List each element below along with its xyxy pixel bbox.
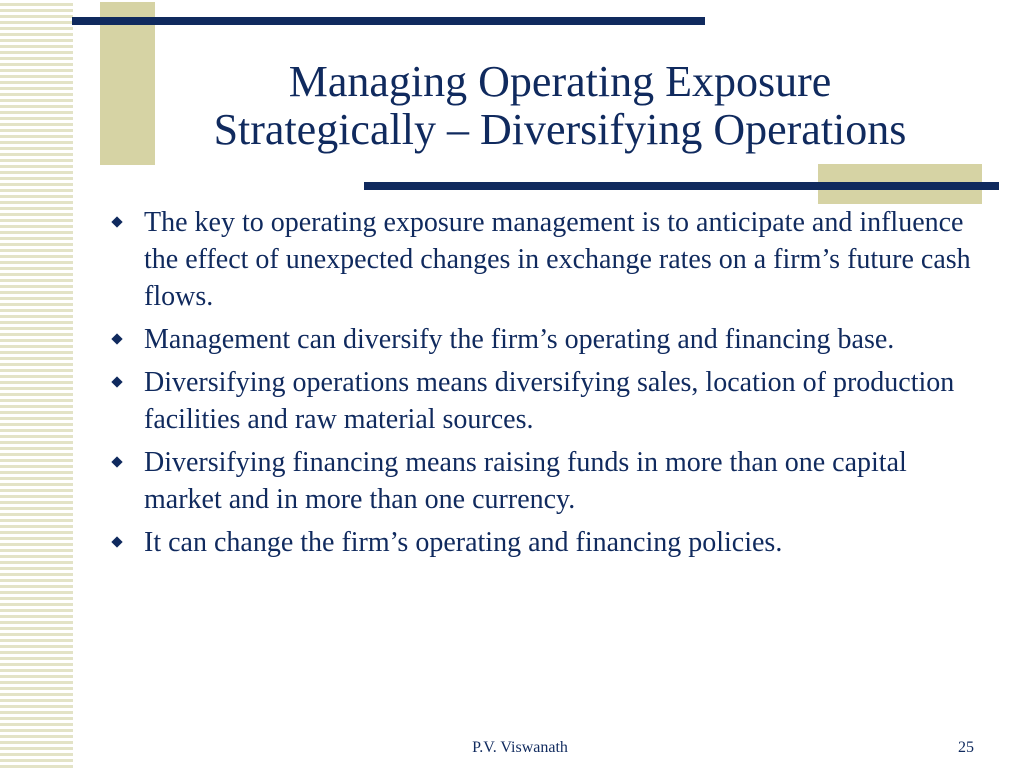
decorative-stripes — [0, 0, 73, 768]
page-number: 25 — [958, 739, 974, 756]
bullet-text: Diversifying operations means diversifying sales, location of production facilities and raw material sources. — [144, 367, 955, 435]
bullet-text: Diversifying financing means raising funds in more than one capital market and in more than one currency. — [144, 447, 907, 515]
footer-author: P.V. Viswanath — [472, 739, 568, 756]
decorative-bar-top — [72, 17, 705, 25]
slide-title — [120, 58, 1000, 154]
bullet-list — [104, 204, 984, 567]
diamond-bullet-icon — [111, 216, 122, 227]
slide-title-line-2: Strategically – Diversifying Operations — [213, 105, 907, 154]
bullet-text: Management can diversify the firm’s operating and financing base. — [144, 324, 895, 355]
slide-title-line-1: Managing Operating Exposure — [288, 57, 832, 106]
diamond-bullet-icon — [111, 456, 122, 467]
bullet-item — [104, 524, 984, 561]
bullet-item — [104, 204, 984, 315]
decorative-bar-bottom — [364, 182, 999, 190]
bullet-item — [104, 444, 984, 518]
bullet-text: It can change the firm’s operating and financing policies. — [144, 527, 783, 558]
bullet-text: The key to operating exposure management is to anticipate and influence the effect of unexpected changes in exchange rates on a firm’s future cash flows. — [144, 207, 971, 312]
bullet-item — [104, 321, 984, 358]
diamond-bullet-icon — [111, 376, 122, 387]
diamond-bullet-icon — [111, 333, 122, 344]
diamond-bullet-icon — [111, 536, 122, 547]
bullet-item — [104, 364, 984, 438]
